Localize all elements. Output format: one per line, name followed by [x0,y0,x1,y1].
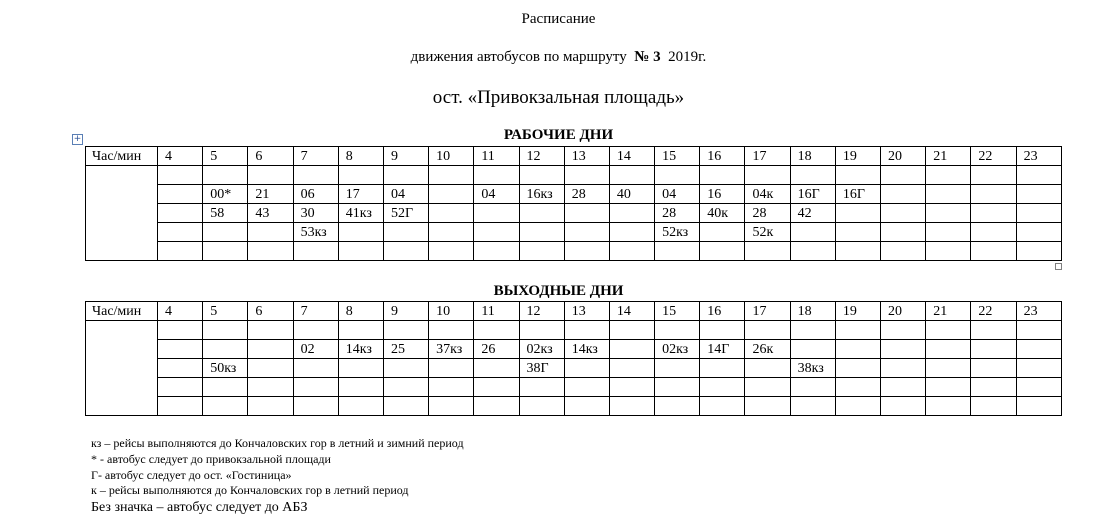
minute-cell [564,242,609,261]
minute-cell [293,359,338,378]
minute-cell [338,378,383,397]
hour-header-cell: 19 [835,147,880,166]
minute-cell [158,340,203,359]
minute-cell [971,378,1016,397]
minute-cell: 28 [655,204,700,223]
minute-cell [700,223,745,242]
hour-header-cell: 16 [700,147,745,166]
minute-cell [609,166,654,185]
hour-header-cell: 10 [429,302,474,321]
table-move-handle-icon[interactable]: + [73,134,82,144]
minute-cell [248,378,293,397]
minute-cell: 41кз [338,204,383,223]
minute-cell [926,359,971,378]
minute-cell [474,242,519,261]
minute-cell: 16 [700,185,745,204]
hour-header-cell: 15 [655,302,700,321]
hour-header-cell: 5 [203,147,248,166]
minute-cell [1016,223,1061,242]
minute-cell [881,223,926,242]
minute-cell [700,242,745,261]
minute-cell: 38кз [790,359,835,378]
minute-cell [971,397,1016,416]
schedule-row [86,223,1062,242]
hour-header-cell: 8 [338,147,383,166]
minute-cell [700,166,745,185]
minute-cell [971,166,1016,185]
minute-cell [383,359,428,378]
hour-header-cell: 4 [158,147,203,166]
minute-cell [158,397,203,416]
minute-cell: 16Г [835,185,880,204]
hour-header-cell: 12 [519,302,564,321]
header-label-cell: Час/мин [86,302,158,321]
header-label-cell: Час/мин [86,147,158,166]
minute-cell: 21 [248,185,293,204]
minute-cell [609,359,654,378]
hour-header-cell: 17 [745,147,790,166]
minute-cell [338,223,383,242]
header-row [86,147,1062,166]
schedule-row [86,340,1062,359]
minute-cell [158,204,203,223]
minute-cell [1016,340,1061,359]
subtitle-prefix: движения автобусов по маршруту [410,49,627,65]
schedule-row [86,204,1062,223]
minute-cell [519,378,564,397]
minute-cell [429,185,474,204]
hour-header-cell: 11 [474,302,519,321]
minute-cell [926,223,971,242]
minute-cell [700,321,745,340]
minute-cell [1016,321,1061,340]
minute-cell [1016,397,1061,416]
minute-cell [745,321,790,340]
minute-cell [564,321,609,340]
hour-header-cell: 18 [790,147,835,166]
minute-cell [700,359,745,378]
note-star: * - автобус следует до привокзальной площади [91,451,331,466]
minute-cell: 04к [745,185,790,204]
hour-header-cell: 21 [926,302,971,321]
minute-cell: 14кз [338,340,383,359]
minute-cell [745,378,790,397]
minute-cell [1016,359,1061,378]
hour-header-cell: 20 [881,147,926,166]
minute-cell [655,242,700,261]
minute-cell [1016,242,1061,261]
minute-cell: 26 [474,340,519,359]
hour-header-cell: 19 [835,302,880,321]
minute-cell [1016,378,1061,397]
stop-name: ост. «Привокзальная площадь» [432,87,685,108]
minute-cell [383,242,428,261]
minute-cell [248,321,293,340]
minute-cell [248,340,293,359]
year: 2019г. [668,49,707,65]
minute-cell [474,397,519,416]
minute-cell [609,378,654,397]
minute-cell: 06 [293,185,338,204]
minute-cell [971,223,1016,242]
minute-cell [881,397,926,416]
minute-cell: 40к [700,204,745,223]
minute-cell [971,204,1016,223]
minute-cell: 04 [474,185,519,204]
hour-header-cell: 10 [429,147,474,166]
minute-cell [926,378,971,397]
minute-cell [881,321,926,340]
minute-cell: 42 [790,204,835,223]
minute-cell [248,397,293,416]
minute-cell [926,242,971,261]
minute-cell [203,397,248,416]
minute-cell [700,378,745,397]
minute-cell [655,378,700,397]
minute-cell [564,359,609,378]
minute-cell [609,204,654,223]
note-k: к – рейсы выполняются до Кончаловских гор в летний период [91,483,409,498]
minute-cell [383,378,428,397]
minute-cell [338,321,383,340]
minute-cell [519,204,564,223]
hour-header-cell: 22 [971,147,1016,166]
hour-header-cell: 6 [248,302,293,321]
minute-cell: 28 [745,204,790,223]
minute-cell [655,321,700,340]
minute-cell [158,378,203,397]
minute-cell: 40 [609,185,654,204]
hour-header-cell: 18 [790,302,835,321]
hour-header-cell: 20 [881,302,926,321]
minute-cell [248,223,293,242]
minute-cell [564,223,609,242]
minute-cell [790,397,835,416]
minute-cell [203,378,248,397]
minute-cell [158,359,203,378]
minute-cell [835,242,880,261]
minute-cell: 25 [383,340,428,359]
minute-cell [835,223,880,242]
minute-cell [926,185,971,204]
minute-cell [835,397,880,416]
hour-header-cell: 15 [655,147,700,166]
minute-cell [564,166,609,185]
minute-cell: 04 [383,185,428,204]
route-subtitle [0,49,1117,66]
minute-cell [1016,185,1061,204]
minute-cell [926,166,971,185]
row-label-cell [86,321,158,416]
minute-cell: 16Г [790,185,835,204]
minute-cell [519,223,564,242]
minute-cell [429,204,474,223]
minute-cell [383,397,428,416]
hour-header-cell: 11 [474,147,519,166]
minute-cell [429,223,474,242]
minute-cell [1016,204,1061,223]
minute-cell [338,397,383,416]
minute-cell [474,321,519,340]
table-resize-handle[interactable] [1055,263,1062,270]
minute-cell [564,378,609,397]
minute-cell [248,242,293,261]
minute-cell [835,378,880,397]
workdays-table [85,146,1062,261]
minute-cell [338,359,383,378]
minute-cell: 52Г [383,204,428,223]
minute-cell [655,166,700,185]
minute-cell [474,204,519,223]
document-title: Расписание [521,11,596,27]
minute-cell [655,397,700,416]
minute-cell [429,166,474,185]
minute-cell [429,359,474,378]
minute-cell [926,340,971,359]
minute-cell [293,378,338,397]
minute-cell [790,321,835,340]
hour-header-cell: 14 [609,147,654,166]
row-label-cell [86,166,158,261]
hour-header-cell: 13 [564,147,609,166]
minute-cell [248,166,293,185]
minute-cell: 38Г [519,359,564,378]
minute-cell [564,397,609,416]
minute-cell [519,321,564,340]
minute-cell [519,166,564,185]
minute-cell [745,242,790,261]
minute-cell: 58 [203,204,248,223]
note-kz: кз – рейсы выполняются до Кончаловских гор в летний и зимний период [91,436,464,450]
minute-cell [835,204,880,223]
minute-cell [293,397,338,416]
minute-cell [338,242,383,261]
minute-cell [429,242,474,261]
weekends-title: ВЫХОДНЫЕ ДНИ [493,283,624,299]
minute-cell: 02 [293,340,338,359]
minute-cell [158,321,203,340]
minute-cell [519,242,564,261]
minute-cell: 28 [564,185,609,204]
minute-cell [158,166,203,185]
minute-cell [338,166,383,185]
schedule-row [86,321,1062,340]
minute-cell [835,340,880,359]
minute-cell [203,242,248,261]
minute-cell: 17 [338,185,383,204]
minute-cell: 52к [745,223,790,242]
minute-cell: 14Г [700,340,745,359]
minute-cell [881,378,926,397]
hour-header-cell: 14 [609,302,654,321]
minute-cell: 30 [293,204,338,223]
minute-cell [158,185,203,204]
minute-cell [700,397,745,416]
hour-header-cell: 12 [519,147,564,166]
minute-cell [609,223,654,242]
workdays-title: РАБОЧИЕ ДНИ [503,127,614,143]
hour-header-cell: 16 [700,302,745,321]
minute-cell [790,223,835,242]
schedule-row [86,397,1062,416]
minute-cell [383,223,428,242]
minute-cell: 53кз [293,223,338,242]
minute-cell [248,359,293,378]
minute-cell [835,321,880,340]
minute-cell [293,166,338,185]
minute-cell [971,185,1016,204]
header-row [86,302,1062,321]
minute-cell [474,166,519,185]
minute-cell [474,378,519,397]
hour-header-cell: 22 [971,302,1016,321]
minute-cell [474,359,519,378]
minute-cell [790,242,835,261]
minute-cell: 02кз [519,340,564,359]
minute-cell [971,242,1016,261]
hour-header-cell: 9 [383,302,428,321]
minute-cell [203,223,248,242]
minute-cell: 43 [248,204,293,223]
minute-cell [609,242,654,261]
route-number: № 3 [634,49,661,65]
hour-header-cell: 6 [248,147,293,166]
minute-cell [293,321,338,340]
minute-cell: 37кз [429,340,474,359]
schedule-row [86,242,1062,261]
minute-cell [158,223,203,242]
hour-header-cell: 17 [745,302,790,321]
minute-cell [971,340,1016,359]
schedule-row [86,378,1062,397]
minute-cell: 52кз [655,223,700,242]
hour-header-cell: 23 [1016,147,1061,166]
minute-cell [745,166,790,185]
minute-cell [971,321,1016,340]
minute-cell: 00* [203,185,248,204]
minute-cell [519,397,564,416]
minute-cell [383,166,428,185]
minute-cell [926,397,971,416]
minute-cell [881,166,926,185]
minute-cell [609,321,654,340]
hour-header-cell: 8 [338,302,383,321]
minute-cell [429,378,474,397]
minute-cell [609,397,654,416]
minute-cell: 14кз [564,340,609,359]
minute-cell [790,378,835,397]
minute-cell [790,166,835,185]
minute-cell [429,397,474,416]
minute-cell [474,223,519,242]
hour-header-cell: 13 [564,302,609,321]
minute-cell [881,242,926,261]
minute-cell [881,340,926,359]
minute-cell: 50кз [203,359,248,378]
minute-cell [293,242,338,261]
minute-cell [926,204,971,223]
hour-header-cell: 5 [203,302,248,321]
hour-header-cell: 21 [926,147,971,166]
schedule-row [86,166,1062,185]
schedule-row [86,185,1062,204]
minute-cell [203,340,248,359]
minute-cell: 26к [745,340,790,359]
minute-cell [745,397,790,416]
note-g: Г- автобус следует до ост. «Гостиница» [91,467,292,482]
hour-header-cell: 7 [293,302,338,321]
minute-cell [926,321,971,340]
hour-header-cell: 7 [293,147,338,166]
hour-header-cell: 9 [383,147,428,166]
minute-cell: 04 [655,185,700,204]
minute-cell [383,321,428,340]
minute-cell [790,340,835,359]
minute-cell: 16кз [519,185,564,204]
minute-cell [745,359,790,378]
note-no-mark: Без значка – автобус следует до АБЗ [91,500,308,516]
minute-cell [655,359,700,378]
minute-cell [835,359,880,378]
minute-cell [429,321,474,340]
hour-header-cell: 4 [158,302,203,321]
hour-header-cell: 23 [1016,302,1061,321]
schedule-row [86,359,1062,378]
minute-cell [835,166,880,185]
weekends-table [85,301,1062,416]
minute-cell [564,204,609,223]
minute-cell [609,340,654,359]
minute-cell [1016,166,1061,185]
minute-cell [971,359,1016,378]
minute-cell: 02кз [655,340,700,359]
minute-cell [203,166,248,185]
legend-notes [91,436,464,517]
minute-cell [881,185,926,204]
minute-cell [158,242,203,261]
minute-cell [881,204,926,223]
minute-cell [203,321,248,340]
minute-cell [881,359,926,378]
